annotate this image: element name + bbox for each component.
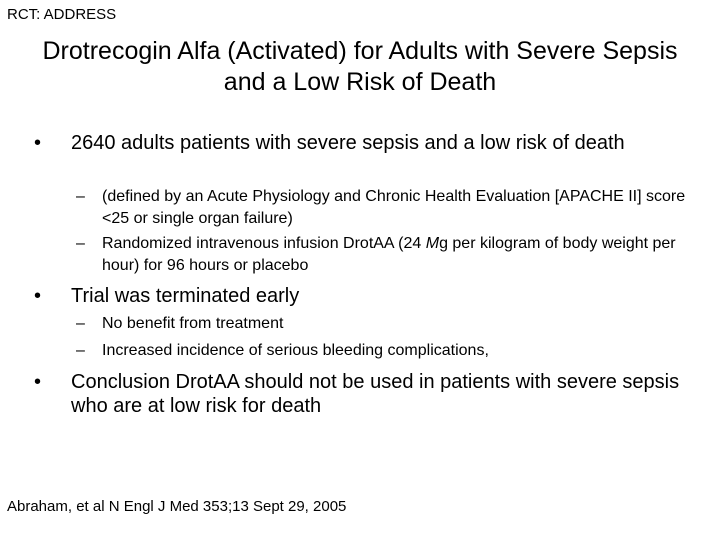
bullet-1-sub-2-text: Randomized intravenous infusion DrotAA (24 Mg per kilogram of body weight per hour) for 96 hours or placebo xyxy=(102,235,676,274)
sub-dash: – xyxy=(76,235,85,252)
sub-dash: – xyxy=(76,315,85,332)
bullet-dot: • xyxy=(34,132,42,154)
bullet-2-sub-2-text: Increased incidence of serious bleeding complications, xyxy=(102,342,489,359)
bullet-1 xyxy=(34,131,694,155)
bullet-dot: • xyxy=(34,371,42,393)
bullet-1-sub-1-text: (defined by an Acute Physiology and Chronic Health Evaluation [APACHE II] score <25 or single organ failure) xyxy=(102,188,686,227)
bullet-1-text: 2640 adults patients with severe sepsis and a low risk of death xyxy=(71,132,625,154)
bullet-1-sub-2 xyxy=(76,233,696,277)
sub-dash: – xyxy=(76,342,85,359)
bullet-2-text: Trial was terminated early xyxy=(71,285,300,307)
bullet-2-sub-2 xyxy=(76,340,696,362)
bullet-2-sub-1-text: No benefit from treatment xyxy=(102,315,284,332)
bullet-2 xyxy=(34,284,694,308)
citation: Abraham, et al N Engl J Med 353;13 Sept 29, 2005 xyxy=(7,498,347,515)
bullet-2-sub-1 xyxy=(76,313,696,335)
sub-dash: – xyxy=(76,188,85,205)
bullet-3-text: Conclusion DrotAA should not be used in patients with severe sepsis who are at low risk for death xyxy=(71,371,680,417)
bullet-3 xyxy=(34,370,694,418)
bullet-dot: • xyxy=(34,285,42,307)
header-label: RCT: ADDRESS xyxy=(7,6,117,23)
bullet-1-sub-1 xyxy=(76,186,696,230)
slide-title: Drotrecogin Alfa (Activated) for Adults with Severe Sepsis and a Low Risk of Death xyxy=(42,37,678,96)
